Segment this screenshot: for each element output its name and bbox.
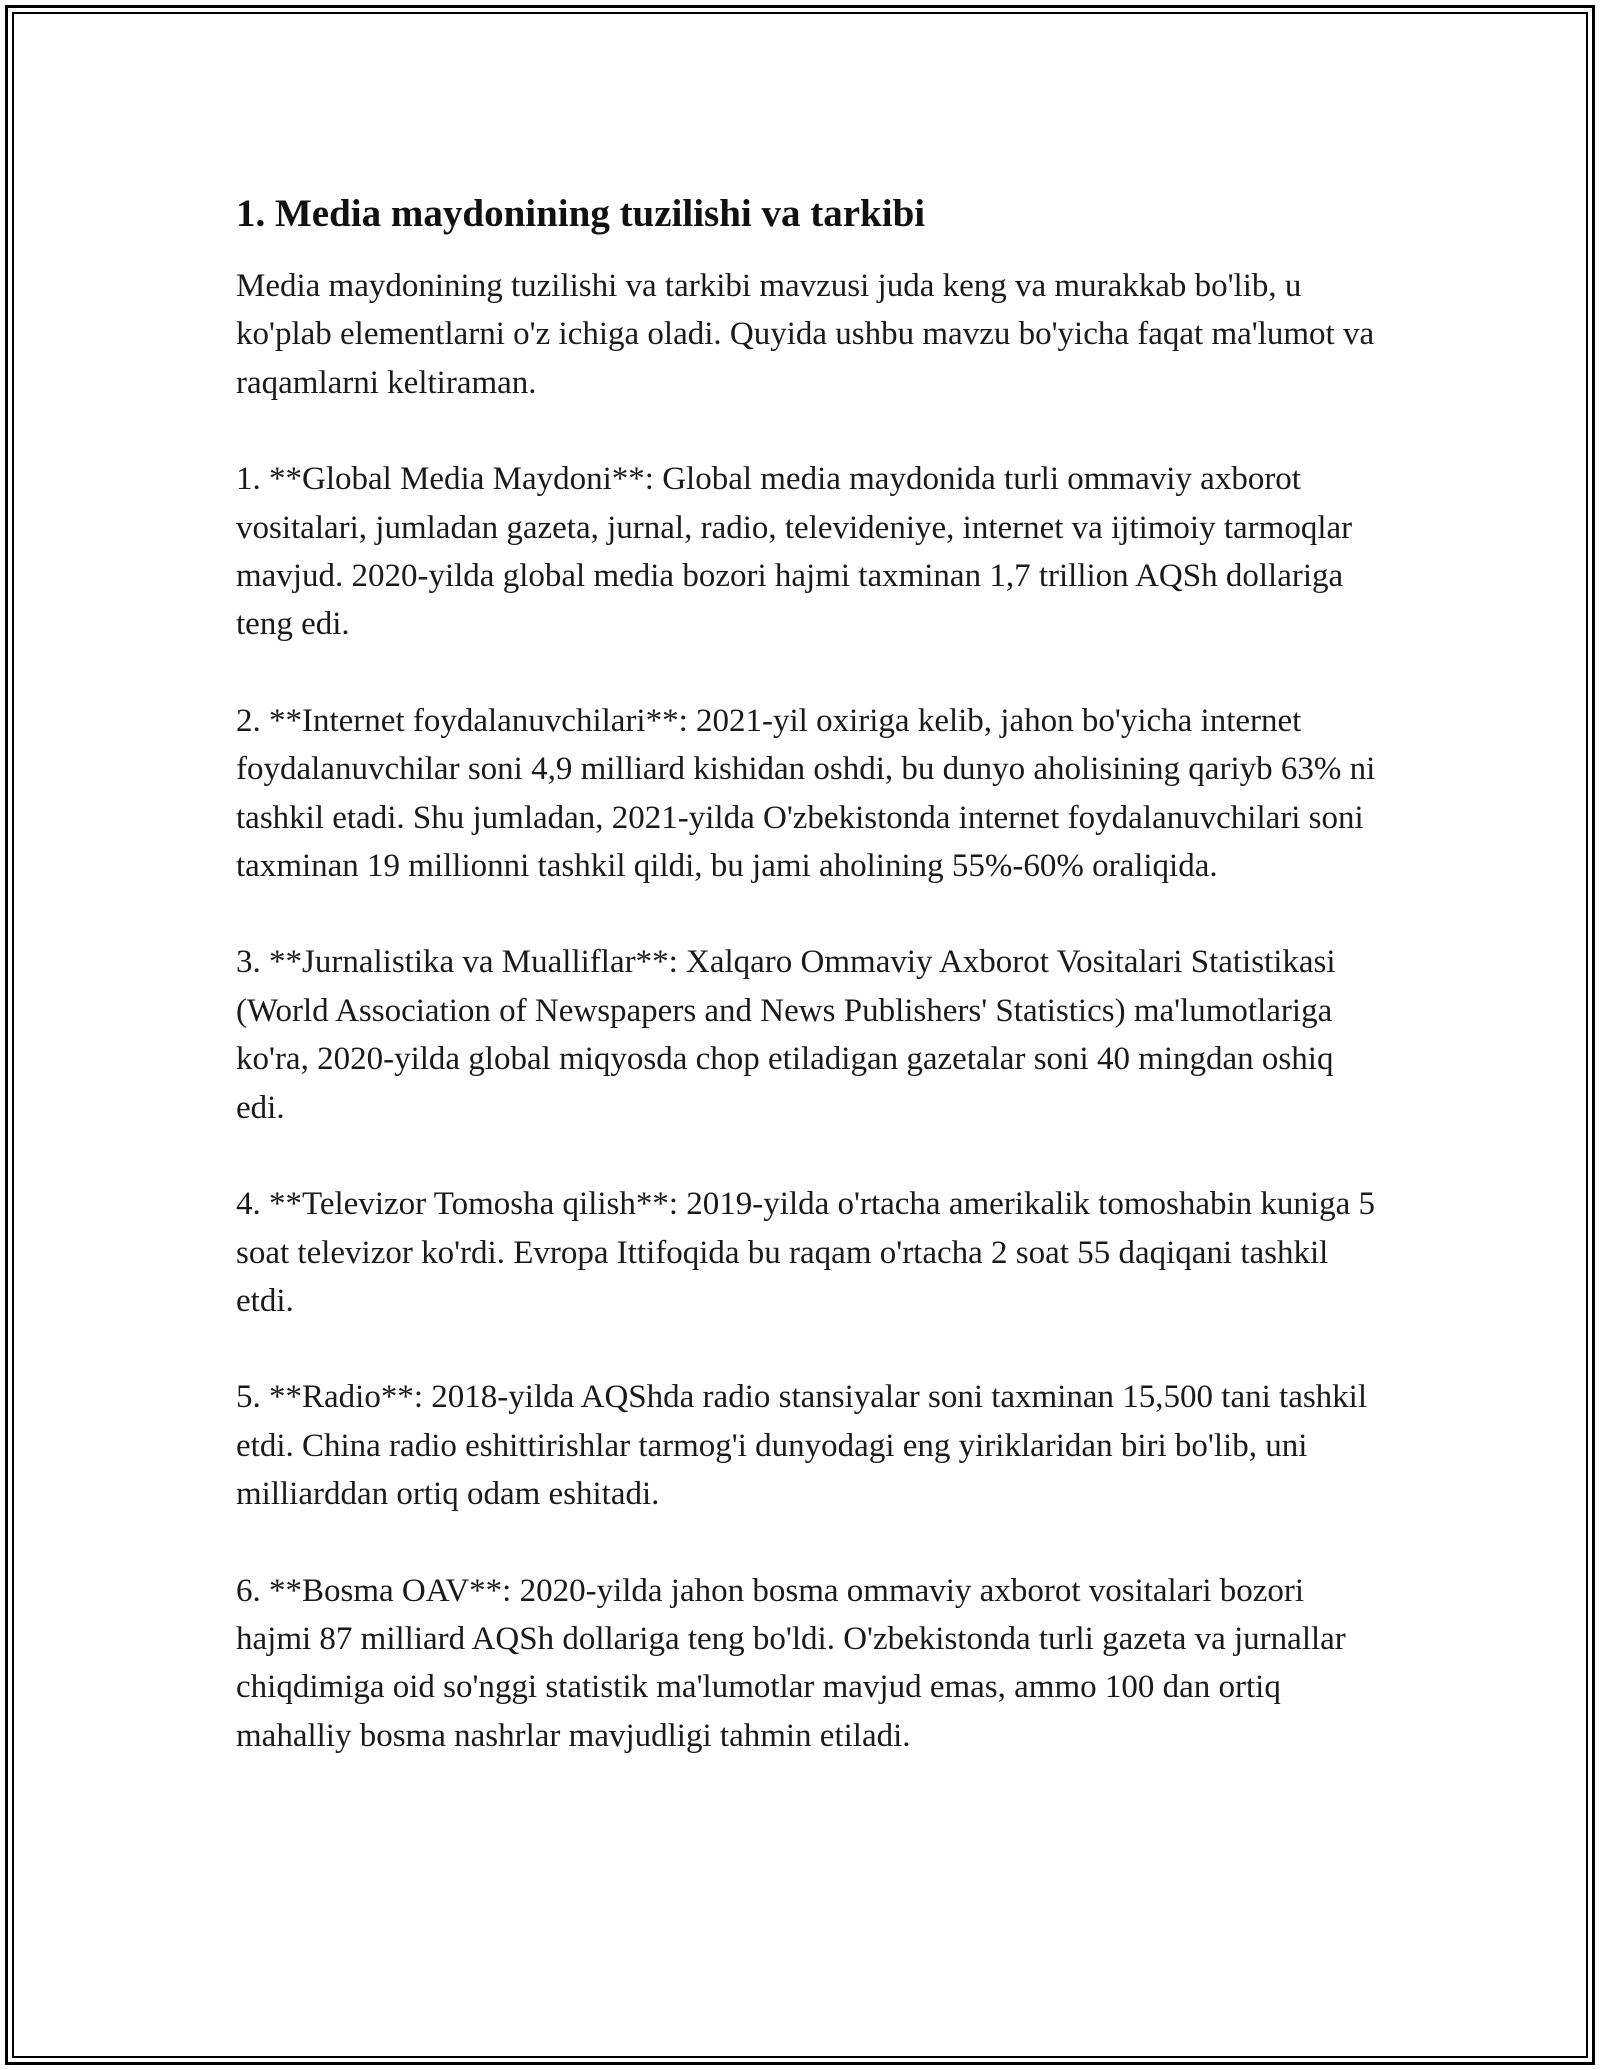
- document-body: [236, 188, 1376, 1808]
- list-item-print-media: 6. **Bosma OAV**: 2020-yilda jahon bosma ommaviy axborot vositalari bozori hajmi 87 milliard AQSh dollariga teng bo'ldi. O'zbekistonda turli gazeta va jurnallar chiqdimiga oid so'nggi statistik ma'lumotlar mavjud emas, ammo 100 dan ortiq mahalliy bosma nashrlar mavjudligi tahmin etiladi.: [236, 1572, 1346, 1754]
- list-item-journalism: 3. **Jurnalistika va Mualliflar**: Xalqaro Ommaviy Axborot Vositalari Statistikasi (World Association of Newspapers and News Publishers' Statistics) ma'lumotlariga ko'ra, 2020-yilda global miqyosda chop etiladigan gazetalar soni 40 mingdan oshiq edi.: [236, 944, 1336, 1126]
- list-item-global-media: 1. **Global Media Maydoni**: Global media maydonida turli ommaviy axborot vositalari, jumladan gazeta, jurnal, radio, televideniye, internet va ijtimoiy tarmoqlar mavjud. 2020-yilda global media bozori hajmi taxminan 1,7 trillion AQSh dollariga teng edi.: [236, 461, 1353, 643]
- intro-paragraph: Media maydonining tuzilishi va tarkibi mavzusi juda keng va murakkab bo'lib, u ko'plab elementlarni o'z ichiga oladi. Quyida ushbu mavzu bo'yicha faqat ma'lumot va raqamlarni keltiraman.: [236, 268, 1375, 401]
- document-title: 1. Media maydonining tuzilishi va tarkibi: [236, 192, 926, 235]
- list-item-radio: 5. **Radio**: 2018-yilda AQShda radio stansiyalar soni taxminan 15,500 tani tashkil etdi. China radio eshittirishlar tarmog'i dunyodagi eng yiriklaridan biri bo'lib, uni milliarddan ortiq odam eshitadi.: [236, 1379, 1368, 1513]
- list-item-internet-users: 2. **Internet foydalanuvchilari**: 2021-yil oxiriga kelib, jahon bo'yicha internet foydalanuvchilar soni 4,9 milliard kishidan oshdi, bu dunyo aholisining qariyb 63% ni tashkil etadi. Shu jumladan, 2021-yilda O'zbekistonda internet foydalanuvchilari soni taxminan 19 millionni tashkil qildi, bu jami aholining 55%-60% oraliqida.: [236, 702, 1376, 885]
- list-item-tv-watching: 4. **Televizor Tomosha qilish**: 2019-yilda o'rtacha amerikalik tomoshabin kuniga 5 soat televizor ko'rdi. Evropa Ittifoqida bu raqam o'rtacha 2 soat 55 daqiqani tashkil etdi.: [236, 1186, 1375, 1319]
